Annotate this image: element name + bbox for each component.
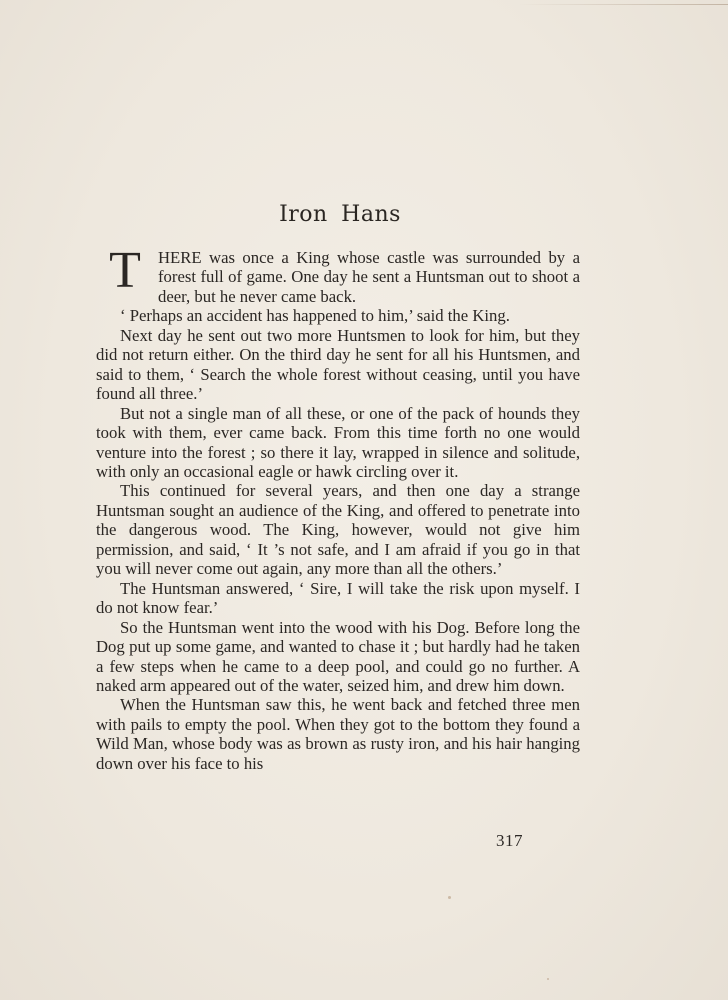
page-number: 317 [496, 831, 523, 850]
first-paragraph-text: HERE was once a King whose castle was surrounded by a forest full of game. One day he sent a Huntsman out to shoot a deer, but he never came back. [158, 248, 580, 306]
paragraph: ‘ Perhaps an accident has happened to him,’ said the King. [120, 306, 510, 326]
paragraph: But not a single man of all these, or one of the pack of hounds they took with them, ever came back. From this time forth no one would venture into the forest ; so there it lay, wrapped in silence and solitude, with only an occasional eagle or hawk circling over it. [96, 403, 580, 481]
paragraph: So the Huntsman went into the wood with his Dog. Before long the Dog put up some game, and wanted to chase it ; but hardly had he taken a few steps when he came to a deep pool, and could go no further. A naked arm appeared out of the water, seized him, and drew him down. [96, 617, 580, 695]
page-edge-line [518, 4, 728, 5]
paragraph: The Huntsman answered, ‘ Sire, I will take the risk upon myself. I do not know fear.’ [96, 578, 580, 618]
paper-speck [547, 978, 549, 980]
paragraph: When the Huntsman saw this, he went back and fetched three men with pails to empty the pool. When they got to the bottom they found a Wild Man, whose body was as brown as rusty iron, and his hair hanging down over his face to his [96, 695, 580, 773]
paragraph-1 [96, 242, 580, 306]
drop-cap: T [109, 242, 141, 299]
paragraph: Next day he sent out two more Huntsmen to look for him, but they did not return either. On the third day he sent for all his Huntsmen, and said to them, ‘ Search the whole forest without ceasing, until you have found all three.’ [96, 325, 580, 404]
paper-speck [448, 896, 451, 899]
story-title: Iron Hans [279, 202, 401, 227]
paragraph: This continued for several years, and then one day a strange Huntsman sought an audience of the King, and offered to penetrate into the dangerous wood. The King, however, would not give him permission, and said, ‘ It ’s not safe, and I am afraid if you go in that you will never come out again, any more than all the others.’ [96, 481, 580, 579]
story-text [96, 242, 580, 773]
